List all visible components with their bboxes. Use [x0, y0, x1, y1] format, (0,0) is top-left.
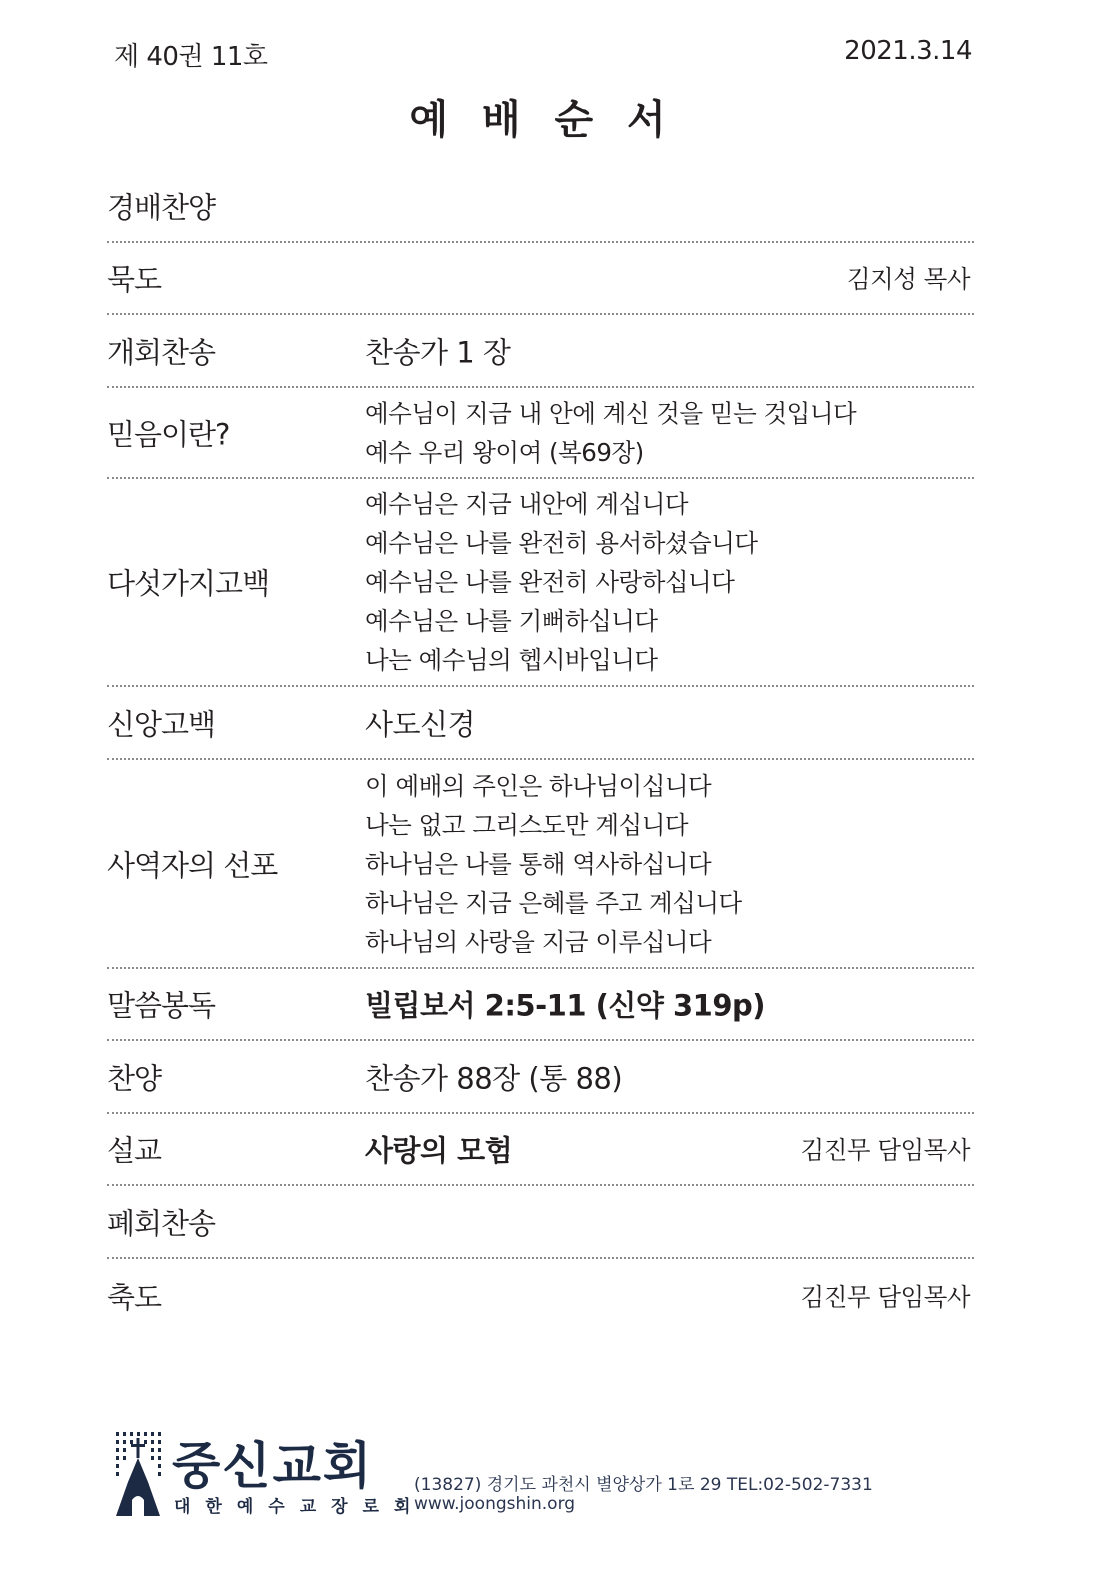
- order-content: 찬송가 88장 (통 88): [365, 1061, 623, 1095]
- order-content: [365, 485, 758, 680]
- order-label: 말씀봉독: [107, 988, 216, 1023]
- order-leader: 김진무 담임목사: [800, 1135, 970, 1165]
- order-row-opening-hymn: [107, 315, 974, 388]
- church-footer: [114, 1426, 874, 1526]
- order-row-scripture: [107, 969, 974, 1041]
- content-line: 예수님은 지금 내안에 계십니다: [365, 489, 689, 519]
- content-line: 나는 예수님의 헵시바입니다: [365, 645, 658, 675]
- order-row-benediction: [107, 1259, 974, 1333]
- content-line: 하나님은 지금 은혜를 주고 계십니다: [365, 888, 742, 917]
- order-label: 찬양: [107, 1061, 162, 1095]
- content-line: 나는 없고 그리스도만 계십니다: [365, 810, 689, 839]
- order-label: 설교: [107, 1133, 162, 1168]
- worship-order-list: [107, 170, 974, 1333]
- content-line: 하나님은 나를 통해 역사하십니다: [365, 849, 712, 878]
- order-content: 사도신경: [365, 707, 476, 741]
- order-row-creed: [107, 687, 974, 760]
- church-name: 중신교회: [172, 1437, 374, 1495]
- order-label: 경배찬양: [107, 190, 216, 224]
- order-content: [365, 766, 742, 961]
- order-row-silent-prayer: [107, 243, 974, 315]
- order-row-declaration: [107, 760, 974, 969]
- church-address: (13827) 경기도 과천시 별양상가 1로 29 TEL:02-502-7331: [414, 1475, 873, 1495]
- order-label: 폐회찬송: [107, 1206, 216, 1240]
- order-row-praise: [107, 170, 974, 243]
- order-row-five-confessions: [107, 479, 974, 687]
- content-line: 예수 우리 왕이여 (복69장): [365, 437, 644, 467]
- content-line: 예수님이 지금 내 안에 계신 것을 믿는 것입니다: [365, 398, 857, 428]
- order-label: 축도: [107, 1280, 162, 1315]
- order-label: 신앙고백: [107, 707, 216, 741]
- order-label: 사역자의 선포: [107, 848, 278, 882]
- content-line: 예수님은 나를 완전히 용서하셨습니다: [365, 528, 758, 558]
- order-content: 빌립보서 2:5-11 (신약 319p): [365, 988, 766, 1023]
- church-logo-icon: [114, 1432, 162, 1516]
- order-row-hymn: [107, 1041, 974, 1114]
- order-label: 묵도: [107, 262, 162, 297]
- order-row-closing-hymn: [107, 1186, 974, 1259]
- order-label: 믿음이란?: [107, 417, 230, 451]
- order-content: [365, 394, 856, 472]
- order-content: 사랑의 모험: [365, 1133, 513, 1168]
- content-line: 하나님의 사랑을 지금 이루십니다: [365, 927, 712, 956]
- order-content: 찬송가 1 장: [365, 335, 511, 369]
- page-title: 예 배 순 서: [409, 97, 676, 143]
- issue-number: 제 40권 11호: [114, 42, 268, 72]
- order-row-sermon: [107, 1114, 974, 1186]
- order-row-faith: [107, 388, 974, 479]
- content-line: 예수님은 나를 기뻐하십니다: [365, 606, 658, 636]
- bulletin-date: 2021.3.14: [844, 36, 972, 66]
- content-line: 이 예배의 주인은 하나님이십니다: [365, 771, 712, 800]
- content-line: 예수님은 나를 완전히 사랑하십니다: [365, 567, 735, 597]
- denomination: 대한예수교장로회: [174, 1497, 426, 1517]
- church-website-link[interactable]: www.joongshin.org: [414, 1494, 576, 1514]
- order-leader: 김진무 담임목사: [800, 1282, 970, 1312]
- order-leader: 김지성 목사: [846, 264, 970, 294]
- order-label: 개회찬송: [107, 335, 216, 369]
- order-label: 다섯가지고백: [107, 566, 270, 601]
